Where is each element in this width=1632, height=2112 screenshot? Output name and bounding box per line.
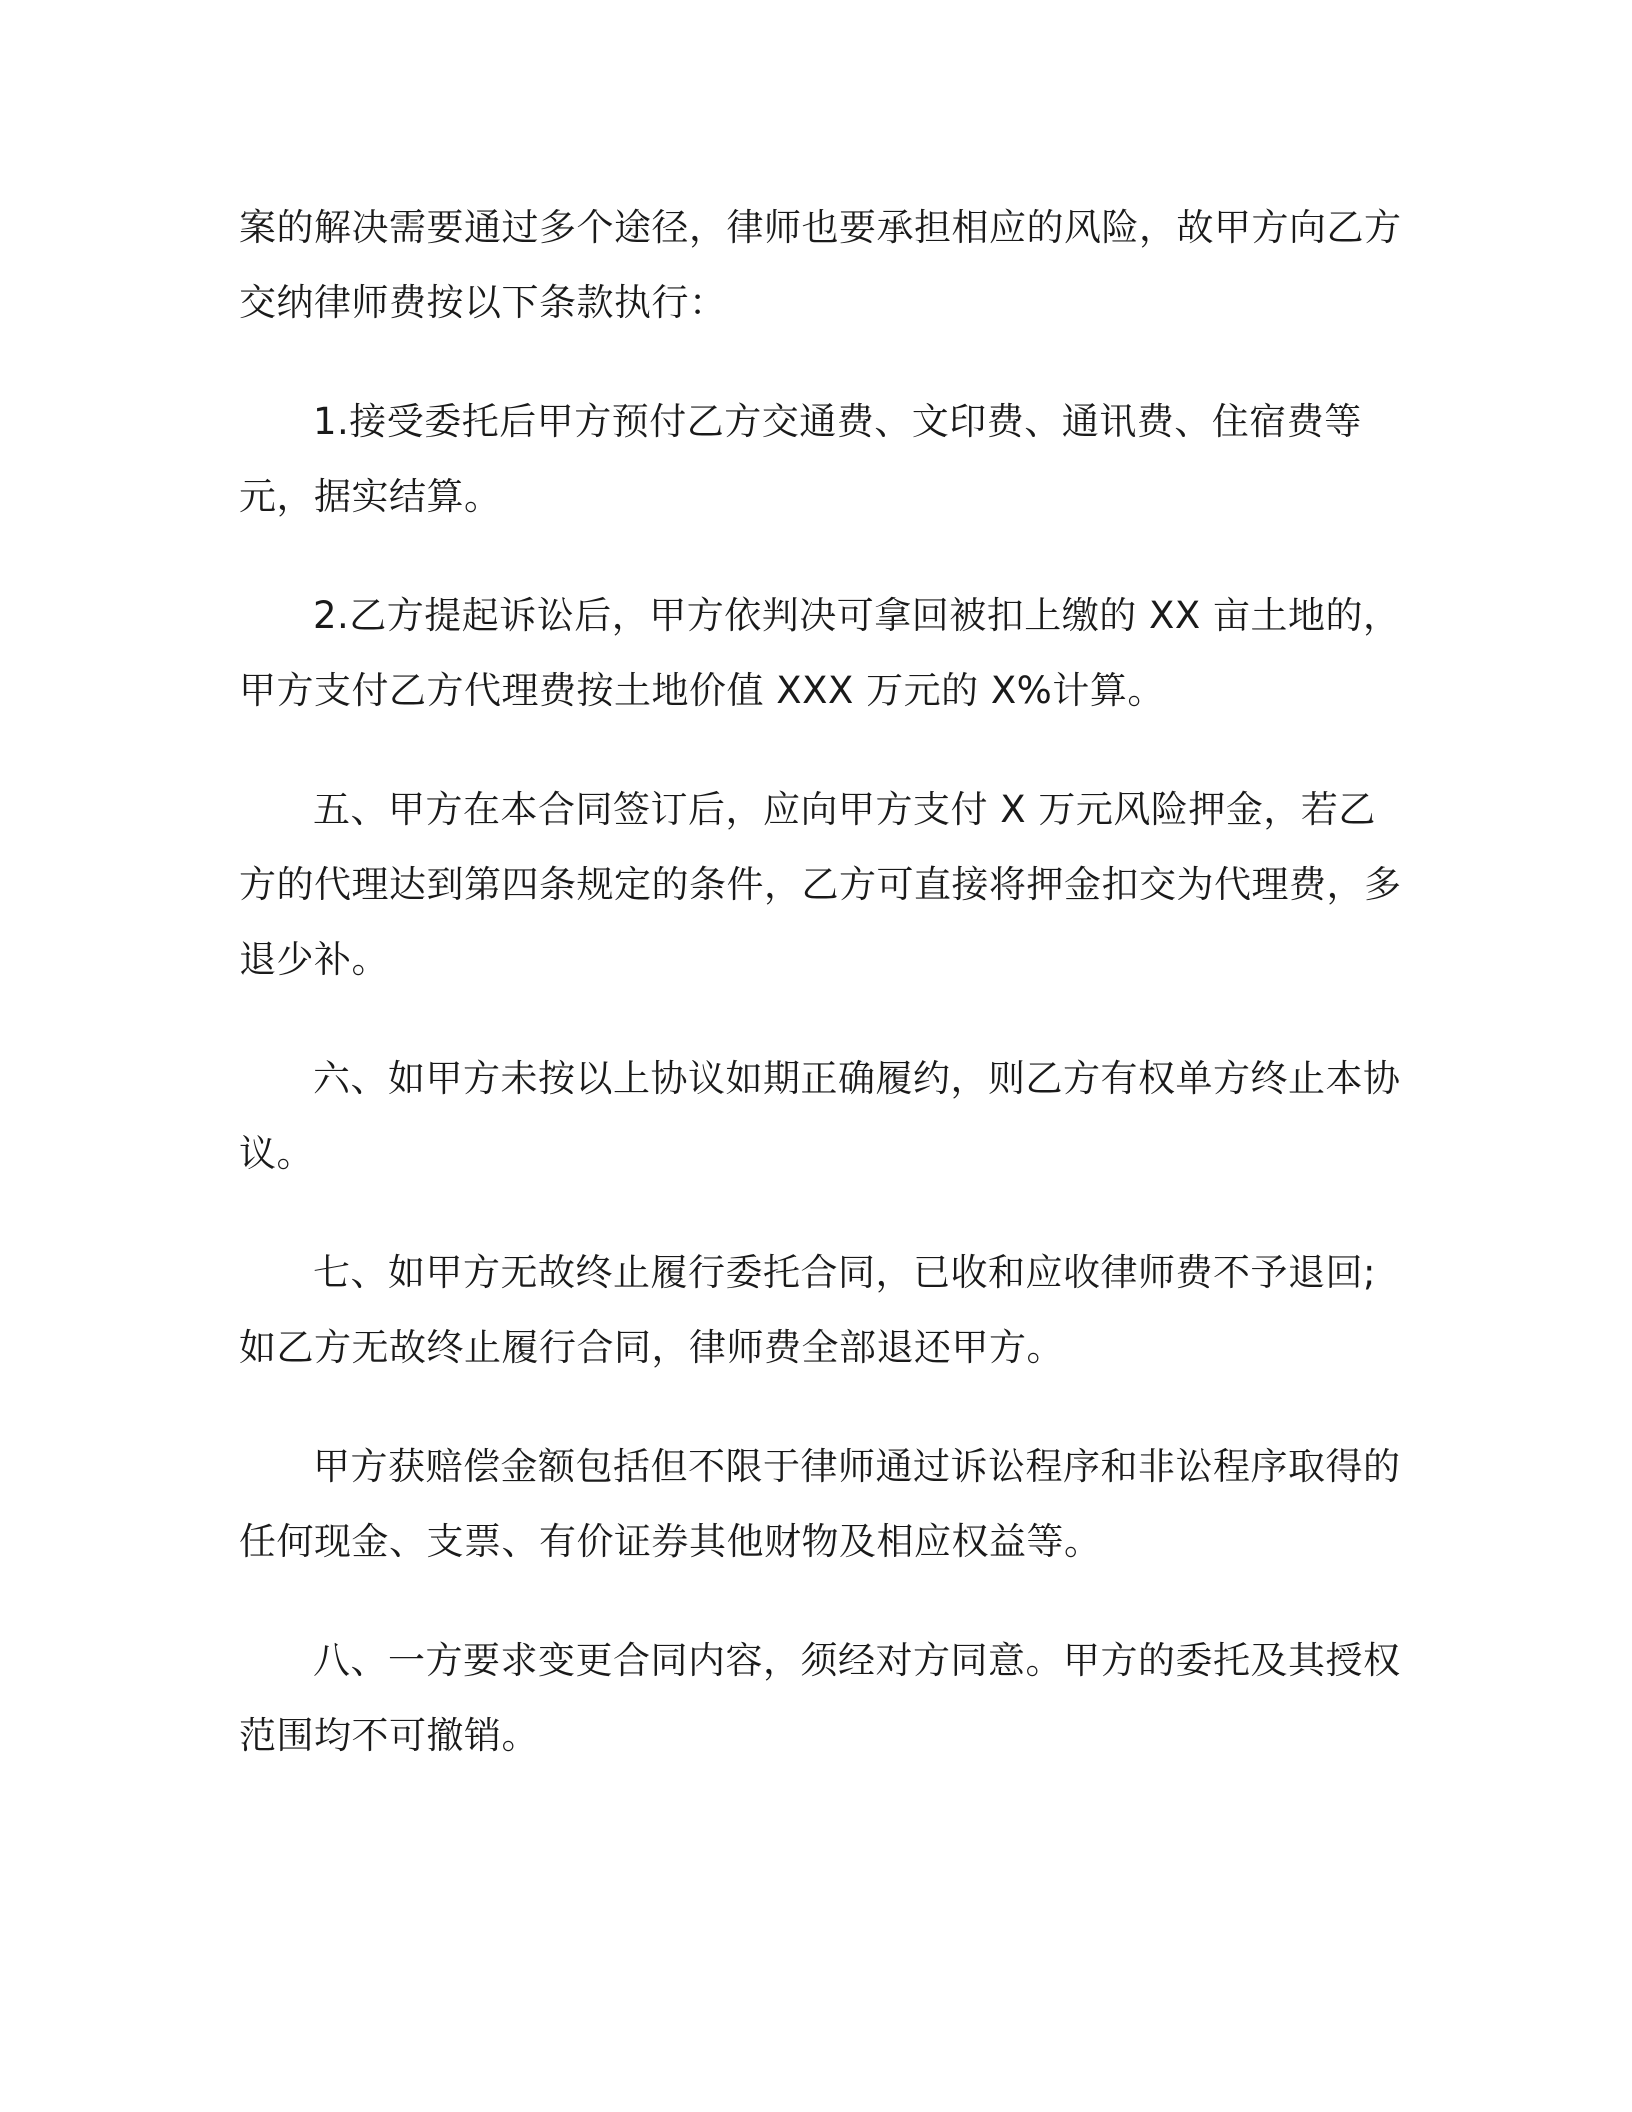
paragraph-article-7-refund: 七、如甲方无故终止履行委托合同，已收和应收律师费不予退回;如乙方无故终止履行合同，律师费全部退还甲方。 <box>239 1251 1376 1369</box>
paragraph-article-5-deposit: 五、甲方在本合同签订后，应向甲方支付 X 万元风险押金，若乙方的代理达到第四条规定的条件，乙方可直接将押金扣交为代理费，多退少补。 <box>239 788 1402 981</box>
document-body <box>239 190 1409 1817</box>
paragraph-article-8-changes: 八、一方要求变更合同内容，须经对方同意。甲方的委托及其授权范围均不可撤销。 <box>239 1639 1401 1757</box>
paragraph-clause-2-agency-fee: 2.乙方提起诉讼后，甲方依判决可拿回被扣上缴的 XX 亩土地的，甲方支付乙方代理费按土地价值 XXX 万元的 X%计算。 <box>239 594 1401 712</box>
paragraph-compensation-scope: 甲方获赔偿金额包括但不限于律师通过诉讼程序和非讼程序取得的任何现金、支票、有价证券其他财物及相应权益等。 <box>239 1445 1401 1563</box>
paragraph-clause-1-prepayment: 1.接受委托后甲方预付乙方交通费、文印费、通讯费、住宿费等元，据实结算。 <box>239 400 1362 518</box>
paragraph-article-6-termination: 六、如甲方未按以上协议如期正确履约，则乙方有权单方终止本协议。 <box>239 1057 1401 1175</box>
paragraph-fee-intro: 案的解决需要通过多个途径，律师也要承担相应的风险，故甲方向乙方交纳律师费按以下条款执行： <box>239 206 1402 324</box>
